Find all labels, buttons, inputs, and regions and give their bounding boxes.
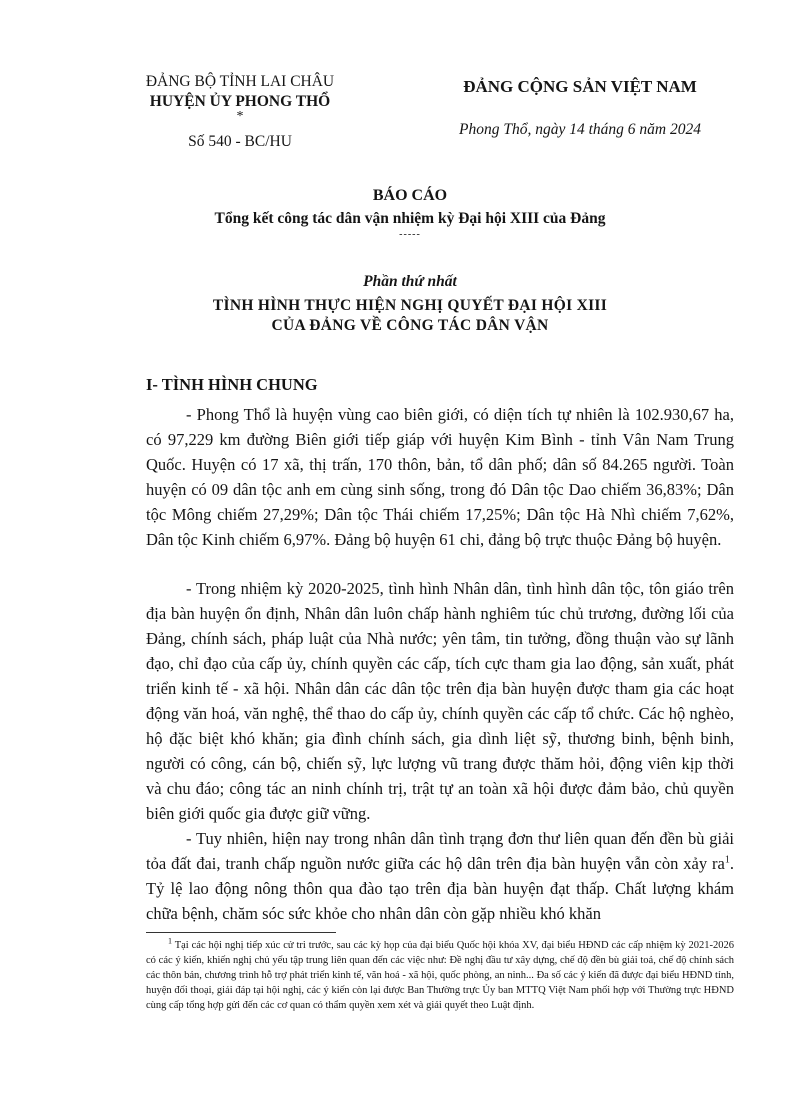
party-name: ĐẢNG CỘNG SẢN VIỆT NAM [463, 77, 697, 96]
paragraph-2 [146, 576, 734, 826]
paragraph-3-start: - Tuy nhiên, hiện nay trong nhân dân tình trạng đơn thư liên quan đến đền bù giải tỏa đất đai, tranh chấp nguồn nước giữa các hộ dân trên địa bàn huyện vẫn còn xảy ra [146, 829, 734, 873]
footnote [146, 938, 734, 1013]
footnote-separator [146, 932, 336, 933]
place-date: Phong Thổ, ngày 14 tháng 6 năm 2024 [459, 121, 701, 138]
paragraph-text: - Phong Thổ là huyện vùng cao biên giới, có diện tích tự nhiên là 102.930,67 ha, có 97,229 km đường Biên giới tiếp giáp với huyện Kim Bình - tỉnh Vân Nam Trung Quốc. Huyện có 17 xã, thị trấn, 170 thôn, bản, tổ dân phố; dân số 84.265 người. Toàn huyện có 09 dân tộc anh em cùng sinh sống, trong đó Dân tộc Dao chiếm 36,83%; Dân tộc Mông chiếm 27,29%; Dân tộc Thái chiếm 17,25%; Dân tộc Hà Nhì chiếm 7,62%, Dân tộc Kinh chiếm 6,97%. Đảng bộ huyện 61 chi, đảng bộ trực thuộc Đảng bộ huyện. [146, 405, 734, 549]
paragraph-3-end: . Tỷ lệ lao động nông thôn qua đào tạo trên địa bàn huyện đạt thấp. Chất lượng khám chữa bệnh, chăm sóc sức khỏe cho nhân dân còn gặp nhiều khó khăn [146, 854, 734, 923]
star-separator: * [236, 109, 244, 124]
paragraph-text [146, 826, 734, 926]
paragraph-text: - Trong nhiệm kỳ 2020-2025, tình hình Nhân dân, tình hình dân tộc, tôn giáo trên địa bàn huyện ổn định, Nhân dân luôn chấp hành nghiêm túc chủ trương, đường lối của Đảng, chính sách, pháp luật của Nhà nước; yên tâm, tin tưởng, đồng thuận vào sự lãnh đạo, chỉ đạo của cấp ủy, chính quyền các cấp, tích cực tham gia lao động, sản xuất, phát triển kinh tế - xã hội. Nhân dân các dân tộc trên địa bàn huyện được tham gia các hoạt động văn hoá, văn nghệ, thể thao do cấp ủy, chính quyền các cấp tổ chức. Các hộ nghèo, hộ đặc biệt khó khăn; gia đình chính sách, gia dình liệt sỹ, thương binh, bệnh binh, người có công, cán bộ, chiến sỹ, lực lượng vũ trang được thăm hỏi, động viên kịp thời và chu đáo; công tác an ninh chính trị, trật tự an toàn xã hội được đảm bảo, chủ quyền biên giới quốc gia được giữ vững. [146, 579, 734, 823]
org-line-district: HUYỆN ỦY PHONG THỔ [149, 93, 331, 110]
part-title [80, 296, 740, 336]
footnote-text: Tại các hội nghị tiếp xúc cử tri trước, sau các kỳ họp của đại biểu Quốc hội khóa XV, đại biểu HĐND các cấp nhiệm kỳ 2021-2026 có các ý kiến, khiến nghị chủ yếu tập trung liên quan đến các việc như: Đề nghị đầu tư xây dựng, chế độ đền bù giải toả, chế độ chính sách các thôn bản, chương trình hỗ trợ phát triển kinh tế, văn hoá - xã hội, quốc phòng, an ninh... Đa số các ý kiến đã được đại biểu HĐND tỉnh, huyện đối thoại, giải đáp tại hội nghị, các ý kiến còn lại được Ban Thường trực Ủy ban MTTQ Việt Nam phối hợp với Thường trực HĐND cùng cấp tổng hợp gửi đến các cơ quan có thẩm quyền xem xét và giải quyết theo Luật định. [146, 940, 734, 1011]
paragraph-3 [146, 826, 734, 926]
national-header [430, 76, 730, 140]
issuing-organization [120, 72, 360, 152]
footnote-reference: 1 [724, 854, 730, 866]
document-type: BÁO CÁO [372, 187, 448, 204]
footnote-number: 1 [168, 936, 172, 946]
org-line-province: ĐẢNG BỘ TỈNH LAI CHÂU [145, 73, 335, 90]
part-title-line-1: TÌNH HÌNH THỰC HIỆN NGHỊ QUYẾT ĐẠI HỘI XIII [212, 297, 608, 314]
document-subject: Tổng kết công tác dân vận nhiệm kỳ Đại hội XIII của Đảng [214, 210, 606, 227]
part-title-line-2: CỦA ĐẢNG VỀ CÔNG TÁC DÂN VẬN [271, 317, 549, 334]
section-heading: I- TÌNH HÌNH CHUNG [146, 375, 318, 394]
document-number: Số 540 - BC/HU [188, 133, 292, 150]
part-label: Phần thứ nhất [363, 273, 457, 290]
paragraph-1 [146, 402, 734, 552]
title-divider: ----- [399, 229, 421, 240]
